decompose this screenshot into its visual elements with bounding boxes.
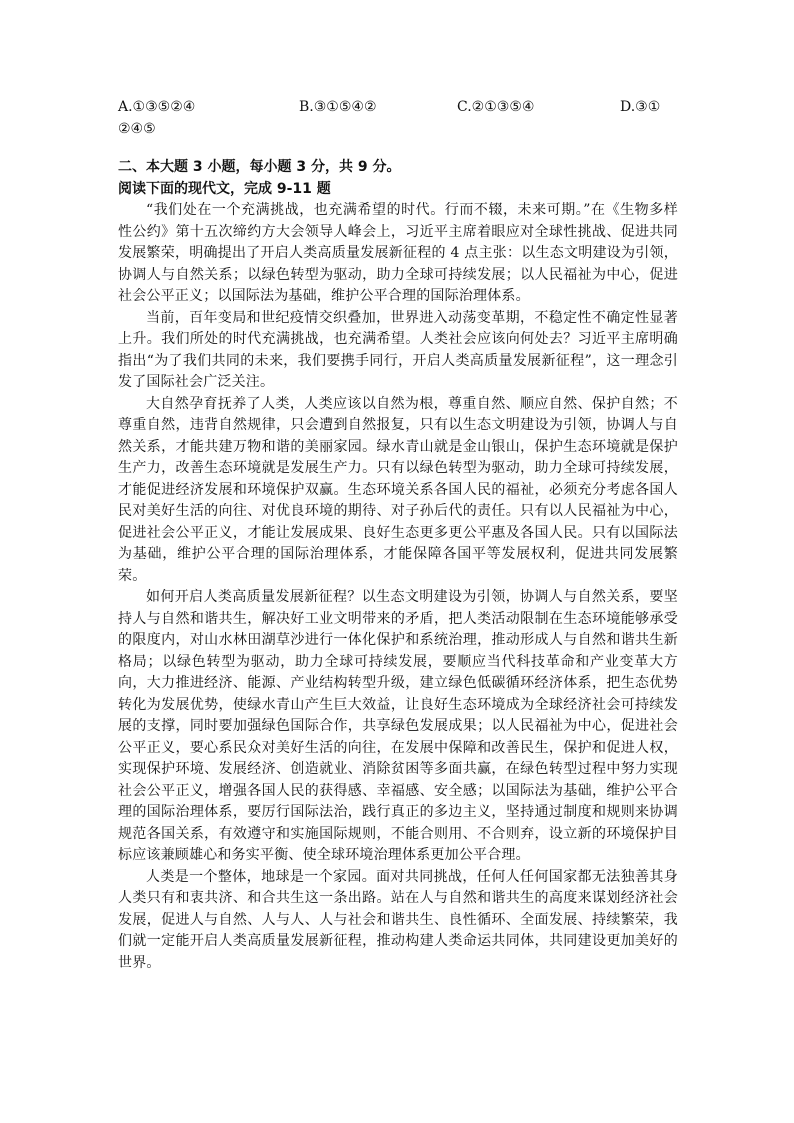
reading-passage bbox=[118, 200, 678, 974]
option-a: A.①③⑤②④ bbox=[118, 99, 196, 115]
section-title: 二、本大题 3 小题，每小题 3 分，共 9 分。 bbox=[118, 159, 401, 175]
section-subtitle: 阅读下面的现代文，完成 9-11 题 bbox=[118, 181, 331, 197]
option-b: B.③①⑤④② bbox=[299, 99, 377, 115]
paragraph-2: 当前，百年变局和世纪疫情交织叠加，世界进入动荡变革期，不稳定性不确定性显著上升。我们所处的时代充满挑战，也充满希望。人类社会应该向何处去？习近平主席明确指出“为了我们共同的未来，我们要携手同行，开启人类高质量发展新征程”，这一理念引发了国际社会广泛关注。 bbox=[118, 309, 678, 390]
option-c: C.②①③⑤④ bbox=[457, 99, 535, 115]
exam-page bbox=[118, 96, 678, 974]
option-d-continued: ②④⑤ bbox=[118, 121, 156, 137]
paragraph-1: “我们处在一个充满挑战，也充满希望的时代。行而不辍，未来可期。”在《生物多样性公约》第十五次缔约方大会领导人峰会上，习近平主席着眼应对全球性挑战、促进共同发展繁荣，明确提出了开启人类高质量发展新征程的 4 点主张：以生态文明建设为引领，协调人与自然关系；以绿色转型为驱动，助力全球可持续发展；以人民福祉为中心，促进社会公平正义；以国际法为基础，维护公平合理的国际治理体系。 bbox=[118, 202, 678, 304]
option-d: D.③① bbox=[620, 99, 661, 115]
paragraph-5: 人类是一个整体，地球是一个家园。面对共同挑战，任何人任何国家都无法独善其身人类只有和衷共济、和合共生这一条出路。站在人与自然和谐共生的高度来谋划经济社会发展，促进人与自然、人与人、人与社会和谐共生、良性循环、全面发展、持续繁荣，我们就一定能开启人类高质量发展新征程，推动构建人类命运共同体，共同建设更加美好的世界。 bbox=[118, 868, 678, 971]
answer-options bbox=[118, 96, 678, 140]
paragraph-4: 如何开启人类高质量发展新征程？以生态文明建设为引领，协调人与自然关系，要坚持人与自然和谐共生，解决好工业文明带来的矛盾，把人类活动限制在生态环境能够承受的限度内，对山水林田湖草沙进行一体化保护和系统治理，推动形成人与自然和谐共生新格局；以绿色转型为驱动，助力全球可持续发展，要顺应当代科技革命和产业变革大方向，大力推进经济、能源、产业结构转型升级，建立绿色低碳循环经济体系，把生态优势转化为发展优势，使绿水青山产生巨大效益，让良好生态环境成为全球经济社会可持续发展的支撑，同时要加强绿色国际合作，共享绿色发展成果；以人民福祉为中心，促进社会公平正义，要心系民众对美好生活的向往，在发展中保障和改善民生，保护和促进人权，实现保护环境、发展经济、创造就业、消除贫困等多面共赢，在绿色转型过程中努力实现社会公平正义，增强各国人民的获得感、幸福感、安全感；以国际法为基础，维护公平合理的国际治理体系，要厉行国际法治，践行真正的多边主义，坚持通过制度和规则来协调规范各国关系，有效遵守和实施国际规则，不能合则用、不合则弃，设立新的环境保护目标应该兼顾雄心和务实平衡、使全球环境治理体系更加公平合理。 bbox=[118, 589, 678, 863]
paragraph-3: 大自然孕育抚养了人类，人类应该以自然为根，尊重自然、顺应自然、保护自然；不尊重自然，违背自然规律，只会遭到自然报复，只有以生态文明建设为引领，协调人与自然关系，才能共建万物和谐的美丽家园。绿水青山就是金山银山，保护生态环境就是保护生产力，改善生态环境就是发展生产力。只有以绿色转型为驱动，助力全球可持续发展，才能促进经济发展和环境保护双赢。生态环境关系各国人民的福祉，必须充分考虑各国人民对美好生活的向往、对优良环境的期待、对子孙后代的责任。只有以人民福祉为中心，促进社会公平正义，才能让发展成果、良好生态更多更公平惠及各国人民。只有以国际法为基础，维护公平合理的国际治理体系，才能保障各国平等发展权利，促进共同发展繁荣。 bbox=[118, 395, 678, 584]
